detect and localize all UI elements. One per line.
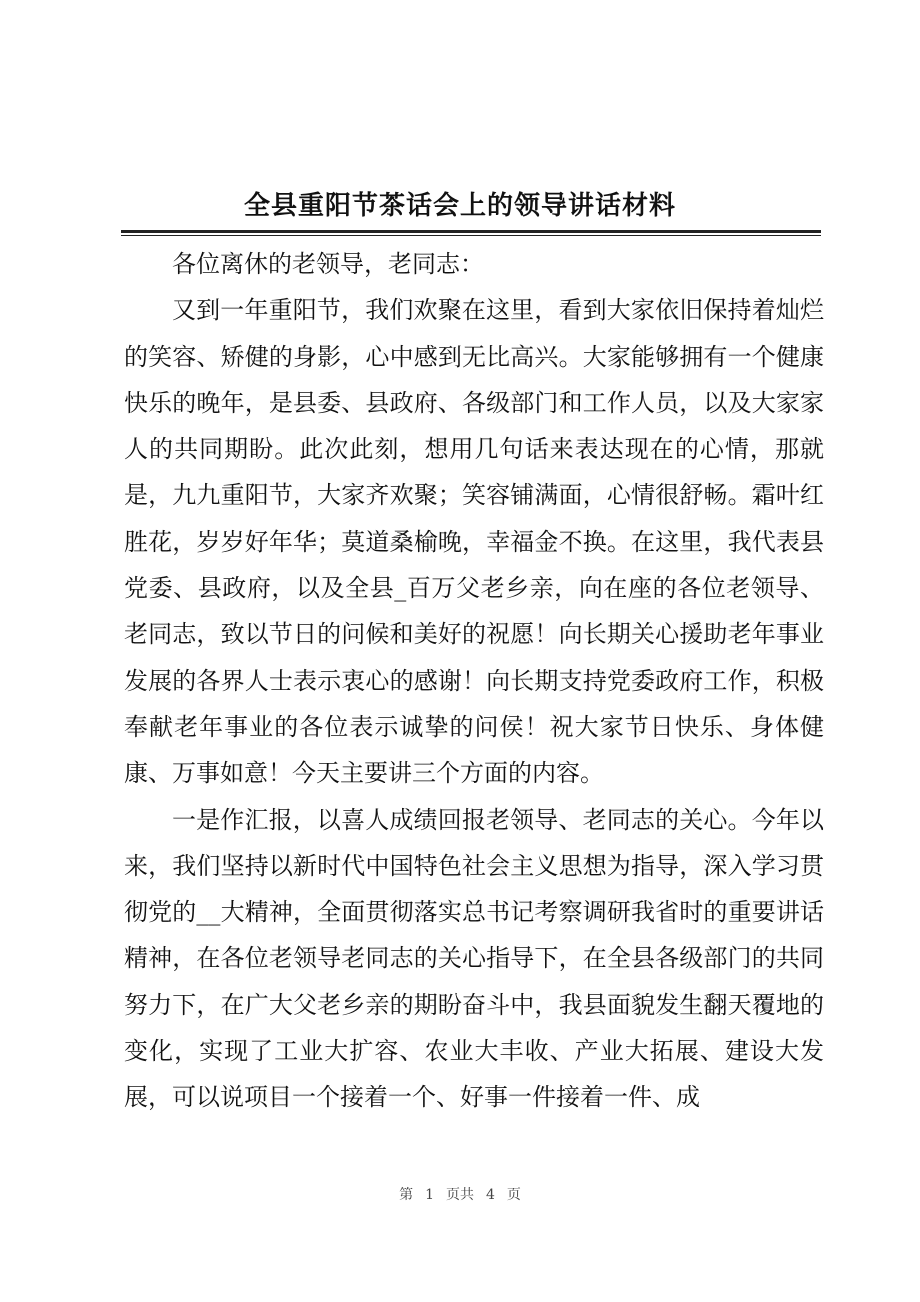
salutation-paragraph: 各位离休的老领导，老同志： xyxy=(172,250,484,278)
footer-page-total: 4 xyxy=(486,1187,495,1203)
document-title: 全县重阳节茶话会上的领导讲话材料 xyxy=(243,191,676,221)
title-divider-thin xyxy=(121,235,821,236)
footer-label-di: 第 xyxy=(399,1187,414,1203)
page-footer xyxy=(0,1185,920,1205)
footer-page-current: 1 xyxy=(425,1187,434,1203)
footer-label-ye-gong: 页共 xyxy=(446,1187,474,1203)
document-body xyxy=(124,241,824,1121)
footer-label-ye: 页 xyxy=(506,1187,521,1203)
body-paragraph: 一是作汇报，以喜人成绩回报老领导、老同志的关心。今年以来，我们坚持以新时代中国特色社会主义思想为指导，深入学习贯彻党的__大精神，全面贯彻落实总书记考察调研我省时的重要讲话精神，在各位老领导老同志的关心指导下，在全县各级部门的共同努力下，在广大父老乡亲的期盼奋斗中，我县面貌发生翻天覆地的变化，实现了工业大扩容、农业大丰收、产业大拓展、建设大发展，可以说项目一个接着一个、好事一件接着一件、成 xyxy=(124,805,824,1112)
body-paragraph: 又到一年重阳节，我们欢聚在这里，看到大家依旧保持着灿烂的笑容、矫健的身影，心中感到无比高兴。大家能够拥有一个健康快乐的晚年，是县委、县政府、各级部门和工作人员，以及大家家人的共同期盼。此次此刻，想用几句话来表达现在的心情，那就是，九九重阳节，大家齐欢聚；笑容铺满面，心情很舒畅。霜叶红胜花，岁岁好年华；莫道桑榆晚，幸福金不换。在这里，我代表县党委、县政府，以及全县_百万父老乡亲，向在座的各位老领导、老同志，致以节日的问候和美好的祝愿！向长期关心援助老年事业发展的各界人士表示衷心的感谢！向长期支持党委政府工作，积极奉献老年事业的各位表示诚挚的问侯！祝大家节日快乐、身体健康、万事如意！今天主要讲三个方面的内容。 xyxy=(124,296,824,788)
title-divider-thick xyxy=(121,230,821,233)
